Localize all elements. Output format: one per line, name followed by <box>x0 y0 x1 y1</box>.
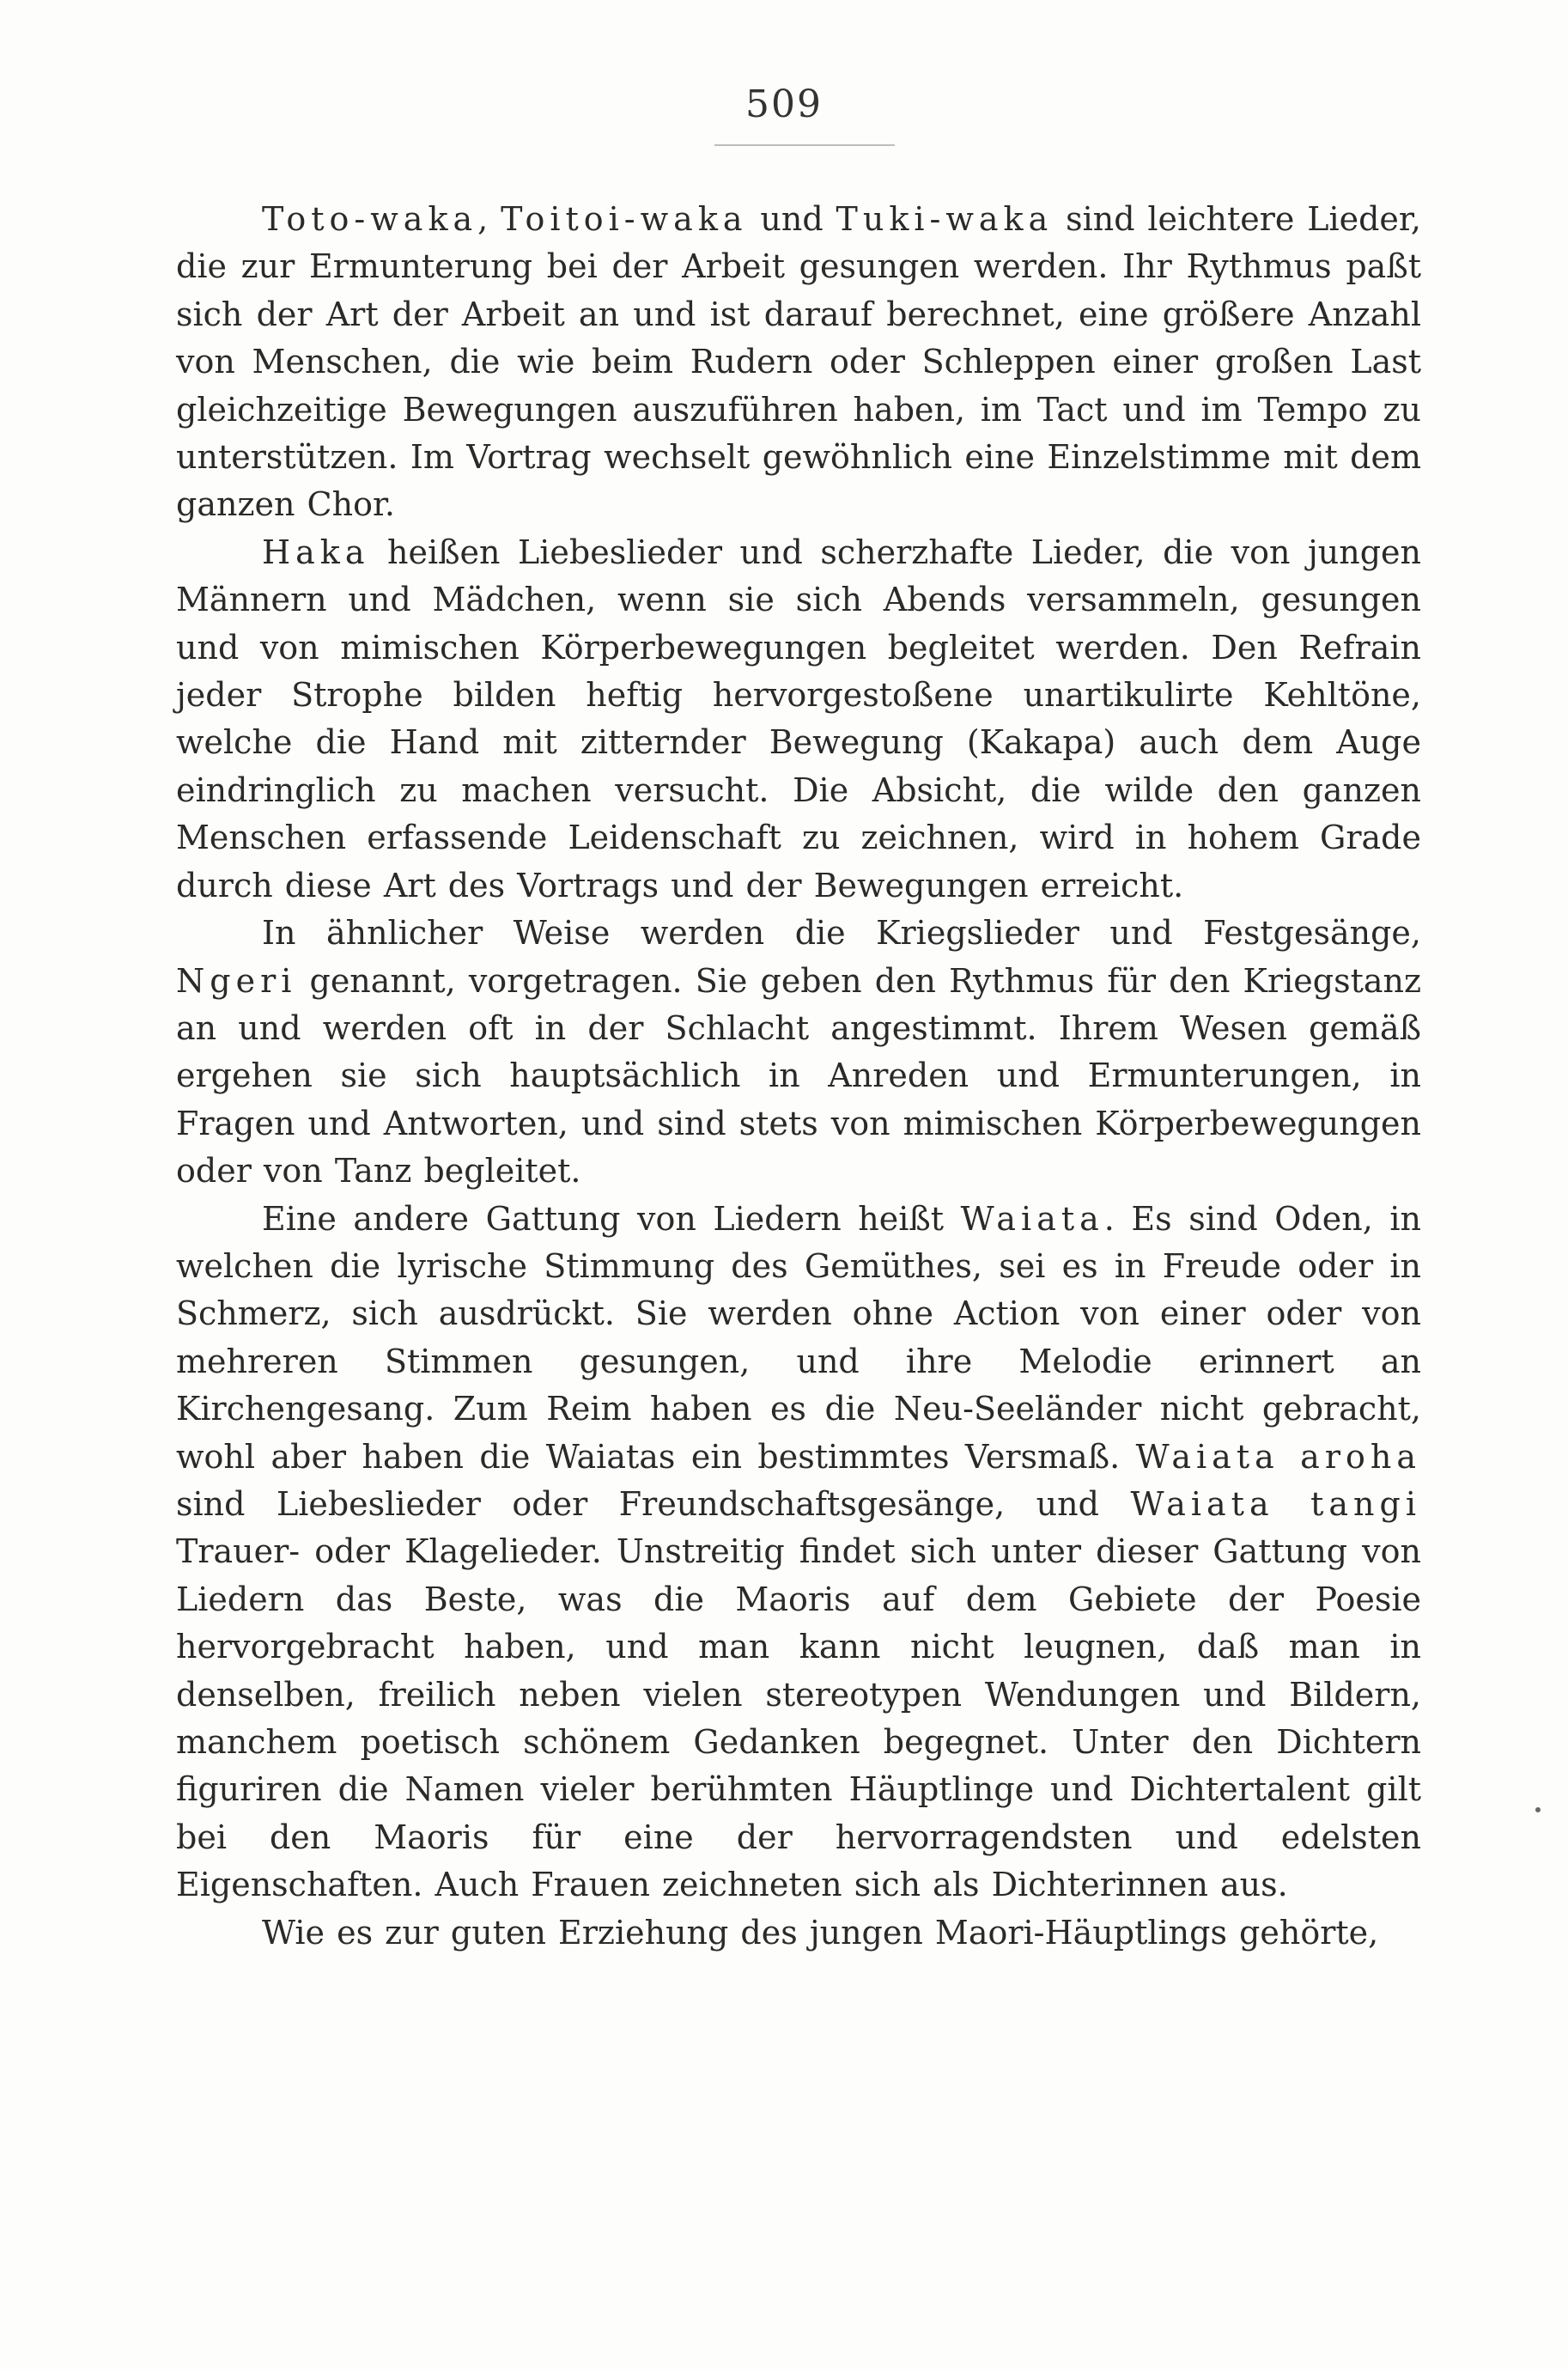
ink-speck <box>1535 1807 1541 1812</box>
spaced-term: Waiata <box>960 1199 1104 1238</box>
text-run: , <box>477 200 501 238</box>
spaced-term: Haka <box>262 533 370 571</box>
paragraph <box>176 910 1421 1195</box>
spaced-term: Toto-waka <box>262 200 478 238</box>
text-run: Eine andere Gattung von Liedern heißt <box>262 1199 961 1238</box>
text-run: und <box>747 200 836 238</box>
page-number: 509 <box>745 82 823 126</box>
spaced-term: Ngeri <box>176 961 297 1000</box>
paragraph <box>176 196 1421 529</box>
paragraph <box>176 1909 1421 1957</box>
spaced-term: Toitoi-waka <box>501 200 748 238</box>
spaced-term: Waiata aroha <box>1135 1437 1421 1476</box>
paragraph <box>176 1196 1421 1909</box>
text-run: sind leichtere Lieder, die zur Ermunterung bei der Arbeit gesungen werden. Ihr Rythmus paßt sich der Art der Arbeit an und ist darauf berechnet, eine größere Anzahl von Menschen, die wie beim Rudern oder Schleppen einer großen Last gleichzeitige Bewegungen auszuführen haben, im Tact und im Tempo zu unterstützen. Im Vortrag wechselt gewöhnlich eine Einzelstimme mit dem ganzen Chor. <box>176 200 1421 524</box>
text-run: Trauer- oder Klagelieder. Unstreitig findet sich unter dieser Gattung von Liedern das Beste, was die Maoris auf dem Gebiete der Poesie hervorgebracht haben, und man kann nicht leugnen, daß man in denselben, freilich neben vielen stereotypen Wendungen und Bildern, manchem poetisch schönem Gedanken begegnet. Unter den Dichtern figuriren die Namen vieler berühmten Häuptlinge und Dichtertalent gilt bei den Maoris für eine der hervorragendsten und edelsten Eigenschaften. Auch Frauen zeichneten sich als Dichterinnen aus. <box>176 1532 1421 1904</box>
body-text <box>176 196 1421 1957</box>
text-run: Wie es zur guten Erziehung des jungen Maori-Häuptlings gehörte, <box>262 1913 1379 1952</box>
text-run: . Es sind Oden, in welchen die lyrische Stimmung des Gemüthes, sei es in Freude oder in Schmerz, sich ausdrückt. Sie werden ohne Action von einer oder von mehreren Stimmen gesungen, und ihre Melodie erinnert an Kirchengesang. Zum Reim haben es die Neu-Seeländer nicht gebracht, wohl aber haben die Waiatas ein bestimmtes Versmaß. <box>176 1199 1421 1476</box>
text-run: sind Liebeslieder oder Freundschaftsgesänge, und <box>176 1484 1131 1523</box>
spaced-term: Tuki-waka <box>836 200 1054 238</box>
spaced-term: Waiata tangi <box>1130 1484 1421 1523</box>
paragraph <box>176 529 1421 910</box>
text-run: genannt, vorgetragen. Sie geben den Rythmus für den Kriegstanz an und werden oft in der Schlacht angestimmt. Ihrem Wesen gemäß ergehen sie sich hauptsächlich in Anreden und Ermunterungen, in Fragen und Antworten, und sind stets von mimischen Körperbewegungen oder von Tanz begleitet. <box>176 961 1421 1191</box>
text-run: heißen Liebeslieder und scherzhafte Lieder, die von jungen Männern und Mädchen, wenn sie sich Abends versammeln, gesungen und von mimischen Körperbewegungen begleitet werden. Den Refrain jeder Strophe bilden heftig hervorgestoßene unartikulirte Kehltöne, welche die Hand mit zitternder Bewegung (Kakapa) auch dem Auge eindringlich zu machen versucht. Die Absicht, die wilde den ganzen Menschen erfassende Leidenschaft zu zeichnen, wird in hohem Grade durch diese Art des Vortrags und der Bewegungen erreicht. <box>176 533 1421 904</box>
text-run: In ähnlicher Weise werden die Kriegslieder und Festgesänge, <box>262 914 1421 953</box>
header-rule <box>714 144 895 146</box>
